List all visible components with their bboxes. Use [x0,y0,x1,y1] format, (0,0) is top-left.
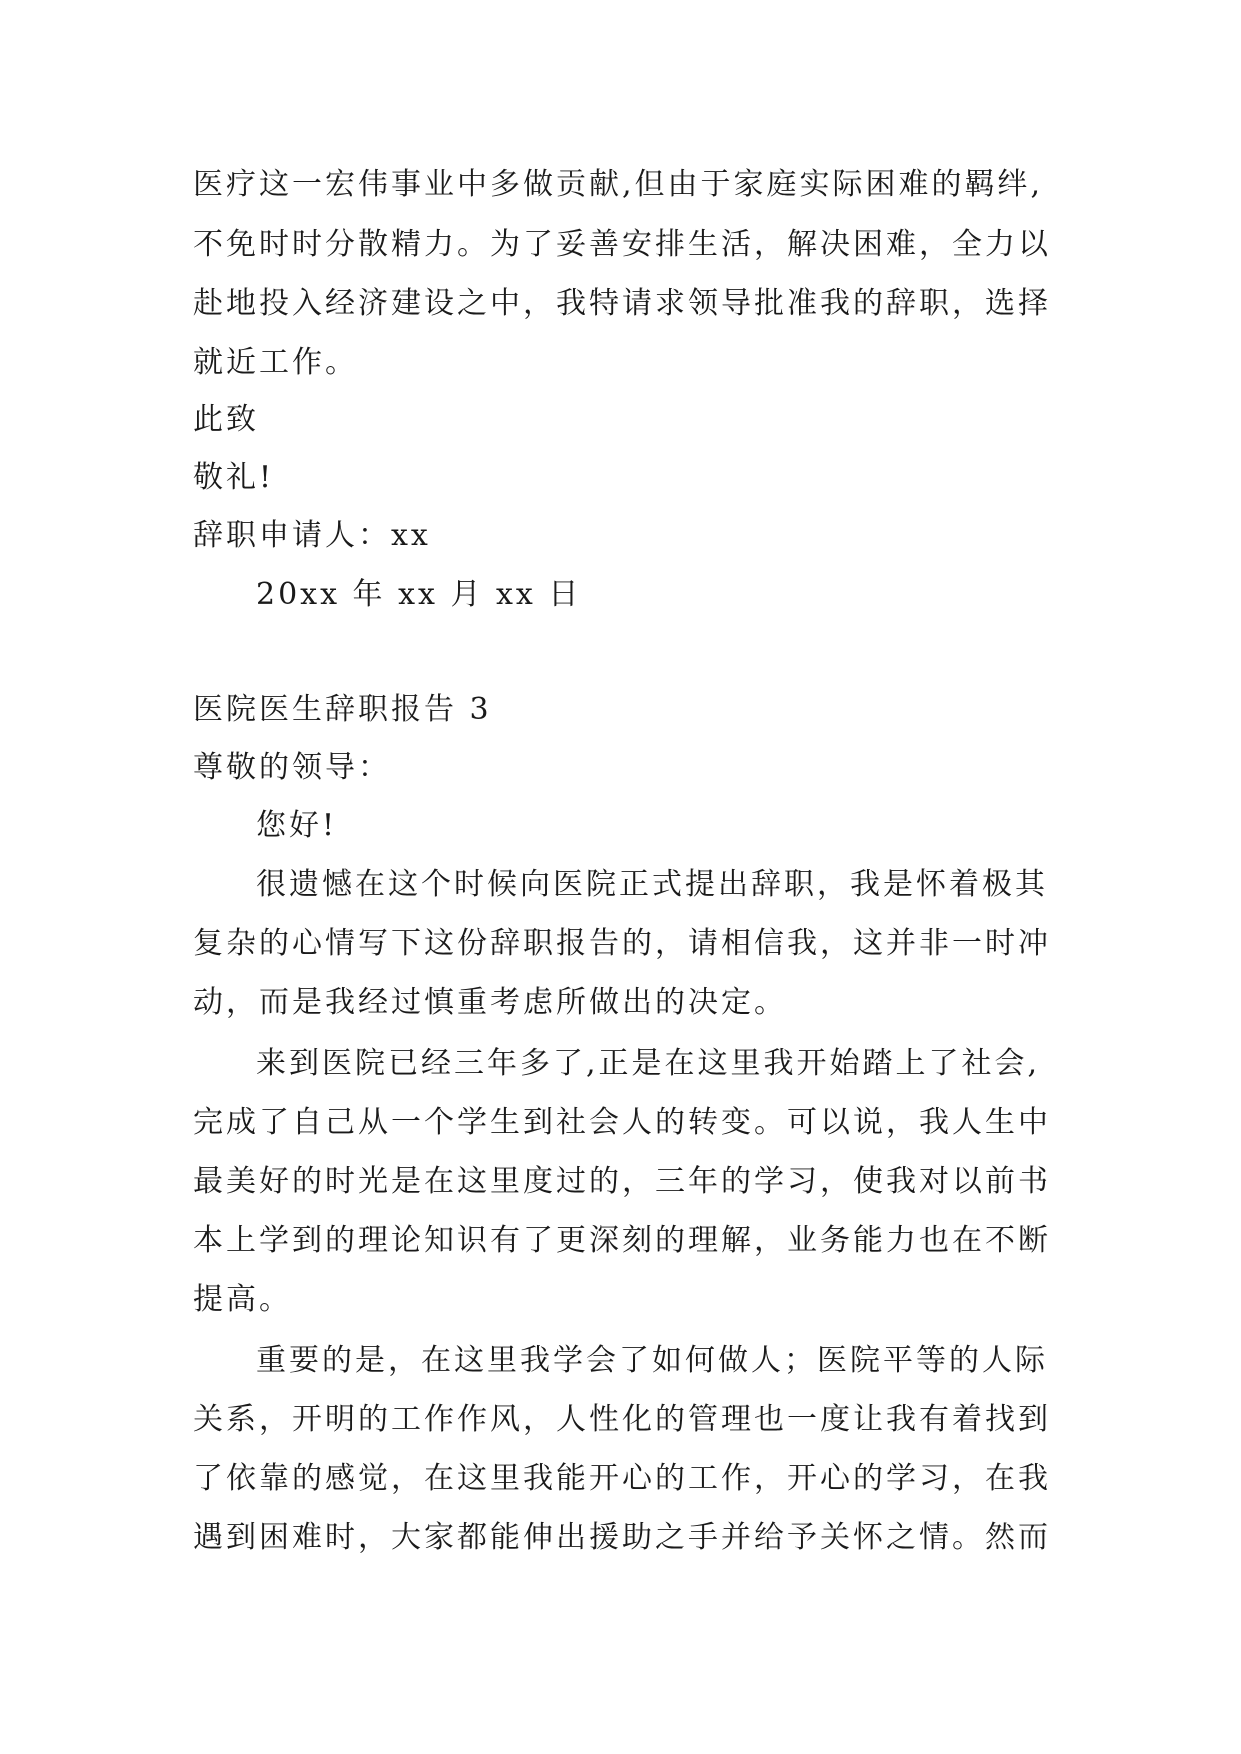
body-text-line: 很遗憾在这个时候向医院正式提出辞职，我是怀着极其 [256,867,1048,902]
body-text-line: 完成了自己从一个学生到社会人的转变。可以说，我人生中 [193,1105,1051,1140]
body-text-line: 本上学到的理论知识有了更深刻的理解，业务能力也在不断 [193,1223,1051,1258]
body-text-line: 遇到困难时，大家都能伸出援助之手并给予关怀之情。然而 [193,1520,1051,1555]
body-text-line: 重要的是，在这里我学会了如何做人；医院平等的人际 [256,1343,1048,1378]
closing-line: 敬礼! [193,460,275,495]
body-text-line: 最美好的时光是在这里度过的，三年的学习，使我对以前书 [193,1164,1051,1199]
body-text-line: 来到医院已经三年多了,正是在这里我开始踏上了社会, [256,1046,1041,1081]
body-text-line: 就近工作。 [193,345,358,380]
closing-line: 此致 [193,402,259,437]
body-text-line: 关系，开明的工作作风，人性化的管理也一度让我有着找到 [193,1402,1051,1437]
body-text-line: 动，而是我经过慎重考虑所做出的决定。 [193,985,787,1020]
body-text-line: 复杂的心情写下这份辞职报告的，请相信我，这并非一时冲 [193,926,1051,961]
body-text-line: 提高。 [193,1282,292,1317]
greeting: 您好! [256,808,338,843]
date-line: 20xx 年 xx 月 xx 日 [256,577,582,612]
body-text-line: 赴地投入经济建设之中，我特请求领导批准我的辞职，选择 [193,286,1051,321]
salutation: 尊敬的领导： [193,750,391,785]
body-text-line: 不免时时分散精力。为了妥善安排生活，解决困难，全力以 [193,227,1051,262]
signature-line: 辞职申请人：xx [193,518,431,553]
section-title: 医院医生辞职报告 3 [193,692,492,727]
body-text-line: 医疗这一宏伟事业中多做贡献,但由于家庭实际困难的羁绊, [193,167,1044,202]
body-text-line: 了依靠的感觉，在这里我能开心的工作，开心的学习，在我 [193,1461,1051,1496]
